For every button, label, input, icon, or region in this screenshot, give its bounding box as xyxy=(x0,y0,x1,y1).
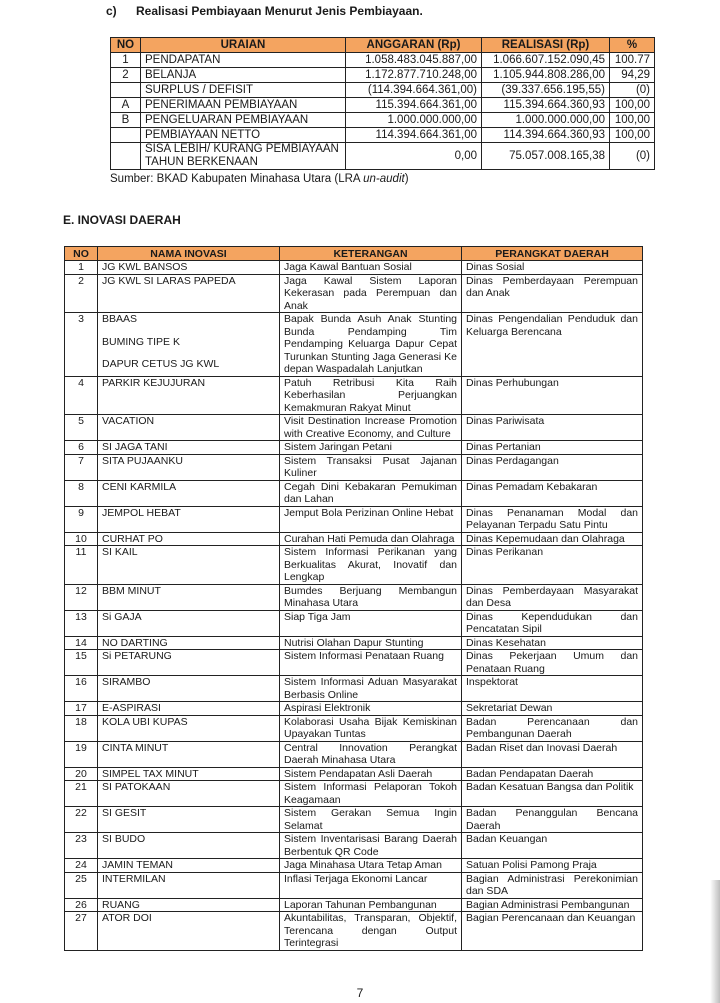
innovation-agency: Dinas Pertanian xyxy=(462,441,643,455)
innovation-description: Bumdes Berjuang Membangun Minahasa Utara xyxy=(280,584,462,610)
innovation-table-row xyxy=(65,715,643,741)
header-uraian: URAIAN xyxy=(141,38,346,53)
innovation-no: 12 xyxy=(65,584,98,610)
innovation-name: JG KWL BANSOS xyxy=(102,261,188,273)
innovation-no: 7 xyxy=(65,454,98,480)
innovation-table-row xyxy=(65,610,643,636)
innovation-agency: Bagian Administrasi Perekonimian dan SDA xyxy=(462,872,643,898)
source-suffix: ) xyxy=(404,173,409,185)
innovation-agency: Sekretariat Dewan xyxy=(462,702,643,716)
innovation-name-cell xyxy=(98,261,280,275)
innovation-no: 8 xyxy=(65,480,98,506)
financing-table-row xyxy=(111,83,655,98)
page-edge-shadow xyxy=(710,880,720,1003)
innovation-name: Si PETARUNG xyxy=(102,650,172,662)
innovation-description: Jaga Kawal Sistem Laporan Kekerasan pada Perempuan dan Anak xyxy=(280,274,462,313)
innovation-description: Sistem Informasi Penataan Ruang xyxy=(280,650,462,676)
innovation-name-cell xyxy=(98,546,280,585)
header-no: NO xyxy=(111,38,141,53)
innovation-name: VACATION xyxy=(102,415,155,427)
innovation-name: CURHAT PO xyxy=(102,532,163,545)
innovation-name-cell xyxy=(98,636,280,650)
innovation-name: PARKIR KEJUJURAN xyxy=(102,376,206,389)
innovation-agency: Badan Penanggulan Bencana Daerah xyxy=(462,807,643,833)
innovation-name: BBAAS xyxy=(102,313,138,325)
innovation-name: ATOR DOI xyxy=(102,912,152,924)
row-no: 2 xyxy=(111,68,141,83)
row-uraian: PENERIMAAN PEMBIAYAAN xyxy=(141,98,346,113)
innovation-name-cell xyxy=(98,584,280,610)
innovation-no: 1 xyxy=(65,261,98,275)
innovation-description: Patuh Retribusi Kita Raih Keberhasilan Perjuangkan Kemakmuran Rakyat Minut xyxy=(280,376,462,415)
innovation-name-cell xyxy=(98,376,280,415)
row-anggaran: 115.394.664.361,00 xyxy=(346,98,482,113)
innovation-name-cell xyxy=(98,807,280,833)
innovation-no: 21 xyxy=(65,781,98,807)
source-italic: un-audit xyxy=(363,173,405,185)
innovation-no: 26 xyxy=(65,898,98,912)
innovation-agency: Bagian Administrasi Pembangunan xyxy=(462,898,643,912)
innovation-agency: Dinas Sosial xyxy=(462,261,643,275)
section-c-letter: c) xyxy=(106,4,117,18)
innovation-table-row xyxy=(65,313,643,377)
innovation-no: 11 xyxy=(65,546,98,585)
innovation-table-row xyxy=(65,807,643,833)
innovation-no: 19 xyxy=(65,741,98,767)
innovation-agency: Badan Pendapatan Daerah xyxy=(462,767,643,781)
innovation-table-row xyxy=(65,584,643,610)
innovation-name: SI PATOKAAN xyxy=(102,781,171,793)
innovation-agency: Dinas Pemadam Kebakaran xyxy=(462,480,643,506)
innovation-table-row xyxy=(65,506,643,532)
innovation-name: RUANG xyxy=(102,898,140,911)
innovation-no: 2 xyxy=(65,274,98,313)
innovation-table-row xyxy=(65,676,643,702)
innovation-table-row xyxy=(65,767,643,781)
innovation-table-row xyxy=(65,441,643,455)
innovation-name-cell xyxy=(98,912,280,951)
innovation-name: CENI KARMILA xyxy=(102,480,177,493)
innovation-name: SI GESIT xyxy=(102,807,147,819)
header-no: NO xyxy=(65,247,98,261)
innovation-name: NO DARTING xyxy=(102,636,168,649)
innovation-name: SITA PUJAANKU xyxy=(102,454,183,467)
row-realisasi: 114.394.664.360,93 xyxy=(482,128,610,143)
innovation-name: BUMING TIPE K xyxy=(102,335,180,348)
innovation-description: Sistem Gerakan Semua Ingin Selamat xyxy=(280,807,462,833)
row-no: 1 xyxy=(111,53,141,68)
row-anggaran: (114.394.664.361,00) xyxy=(346,83,482,98)
innovation-agency: Dinas Perikanan xyxy=(462,546,643,585)
financing-table-row xyxy=(111,98,655,113)
innovation-agency: Dinas Perdagangan xyxy=(462,454,643,480)
innovation-description: Inflasi Terjaga Ekonomi Lancar xyxy=(280,872,462,898)
row-realisasi: 1.105.944.808.286,00 xyxy=(482,68,610,83)
innovation-name-cell xyxy=(98,415,280,441)
section-c-title: Realisasi Pembiayaan Menurut Jenis Pembiayaan. xyxy=(136,4,423,18)
innovation-description: Cegah Dini Kebakaran Pemukiman dan Lahan xyxy=(280,480,462,506)
innovation-name-cell xyxy=(98,872,280,898)
innovation-no: 24 xyxy=(65,859,98,873)
row-percent: 100,00 xyxy=(610,113,655,128)
innovation-description: Central Innovation Perangkat Daerah Minahasa Utara xyxy=(280,741,462,767)
innovation-agency: Bagian Perencanaan dan Keuangan xyxy=(462,912,643,951)
innovation-name: CINTA MINUT xyxy=(102,741,169,754)
innovation-name: BBM MINUT xyxy=(102,584,161,597)
row-realisasi: 75.057.008.165,38 xyxy=(482,143,610,170)
innovation-table-row xyxy=(65,872,643,898)
row-no xyxy=(111,83,141,98)
innovation-table-row xyxy=(65,532,643,546)
row-percent: 100,00 xyxy=(610,128,655,143)
innovation-table-header-row xyxy=(65,247,643,261)
innovation-name: SIRAMBO xyxy=(102,676,151,688)
innovation-name-cell xyxy=(98,859,280,873)
innovation-table-row xyxy=(65,261,643,275)
row-no: B xyxy=(111,113,141,128)
row-anggaran: 1.058.483.045.887,00 xyxy=(346,53,482,68)
innovation-name: INTERMILAN xyxy=(102,872,166,885)
innovation-name-cell xyxy=(98,833,280,859)
innovation-description: Sistem Informasi Aduan Masyarakat Berbasis Online xyxy=(280,676,462,702)
innovation-description: Jaga Kawal Bantuan Sosial xyxy=(280,261,462,275)
section-e-heading: E. INOVASI DAERAH xyxy=(63,213,181,227)
innovation-table-row xyxy=(65,859,643,873)
innovation-name: Si GAJA xyxy=(102,610,142,623)
innovation-no: 27 xyxy=(65,912,98,951)
innovation-name-cell xyxy=(98,898,280,912)
innovation-name-cell xyxy=(98,676,280,702)
innovation-no: 18 xyxy=(65,715,98,741)
innovation-no: 23 xyxy=(65,833,98,859)
innovation-no: 13 xyxy=(65,610,98,636)
innovation-no: 17 xyxy=(65,702,98,716)
row-uraian: BELANJA xyxy=(141,68,346,83)
innovation-description: Siap Tiga Jam xyxy=(280,610,462,636)
innovation-table-row xyxy=(65,781,643,807)
innovation-agency: Dinas Pariwisata xyxy=(462,415,643,441)
row-uraian: PEMBIAYAAN NETTO xyxy=(141,128,346,143)
innovation-no: 3 xyxy=(65,313,98,377)
innovation-name: SI BUDO xyxy=(102,833,146,845)
innovation-agency: Inspektorat xyxy=(462,676,643,702)
financing-table-row xyxy=(111,68,655,83)
innovation-name-cell xyxy=(98,480,280,506)
innovation-agency: Dinas Pekerjaan Umum dan Penataan Ruang xyxy=(462,650,643,676)
innovation-name-cell xyxy=(98,650,280,676)
innovation-name-cell xyxy=(98,441,280,455)
innovation-name: SIMPEL TAX MINUT xyxy=(102,767,199,780)
innovation-agency: Badan Keuangan xyxy=(462,833,643,859)
innovation-table-row xyxy=(65,702,643,716)
row-uraian: SISA LEBIH/ KURANG PEMBIAYAAN TAHUN BERKENAAN xyxy=(141,143,346,170)
row-percent: 100.77 xyxy=(610,53,655,68)
innovation-agency: Dinas Kesehatan xyxy=(462,636,643,650)
row-percent: (0) xyxy=(610,143,655,170)
innovation-description: Sistem Informasi Perikanan yang Berkualitas Akurat, Inovatif dan Lengkap xyxy=(280,546,462,585)
header-keterangan: KETERANGAN xyxy=(280,247,462,261)
header-realisasi: REALISASI (Rp) xyxy=(482,38,610,53)
innovation-description: Kolaborasi Usaha Bijak Kemiskinan Upayakan Tuntas xyxy=(280,715,462,741)
innovation-no: 5 xyxy=(65,415,98,441)
innovation-description: Jemput Bola Perizinan Online Hebat xyxy=(280,506,462,532)
innovation-description: Aspirasi Elektronik xyxy=(280,702,462,716)
row-realisasi: 115.394.664.360,93 xyxy=(482,98,610,113)
innovation-name: SI JAGA TANI xyxy=(102,441,168,453)
innovation-table-row xyxy=(65,912,643,951)
innovation-name-cell xyxy=(98,715,280,741)
innovation-no: 20 xyxy=(65,767,98,781)
innovation-no: 4 xyxy=(65,376,98,415)
innovation-description: Visit Destination Increase Promotion with Creative Economy, and Culture xyxy=(280,415,462,441)
row-realisasi: (39.337.656.195,55) xyxy=(482,83,610,98)
innovation-no: 6 xyxy=(65,441,98,455)
innovation-table-row xyxy=(65,741,643,767)
innovation-agency: Satuan Polisi Pamong Praja xyxy=(462,859,643,873)
innovation-table-row xyxy=(65,650,643,676)
innovation-agency: Dinas Pemberdayaan Perempuan dan Anak xyxy=(462,274,643,313)
row-no xyxy=(111,128,141,143)
innovation-name-cell xyxy=(98,781,280,807)
innovation-name: DAPUR CETUS JG KWL xyxy=(102,358,220,370)
innovation-name: JEMPOL HEBAT xyxy=(102,506,181,519)
innovation-table-row xyxy=(65,833,643,859)
innovation-name-cell xyxy=(98,767,280,781)
row-anggaran: 1.000.000.000,00 xyxy=(346,113,482,128)
financing-table-row xyxy=(111,53,655,68)
innovation-no: 25 xyxy=(65,872,98,898)
innovation-description: Akuntabilitas, Transparan, Objektif, Terencana dengan Output Terintegrasi xyxy=(280,912,462,951)
innovation-no: 16 xyxy=(65,676,98,702)
innovation-name-gap xyxy=(102,326,275,336)
innovation-description: Jaga Minahasa Utara Tetap Aman xyxy=(280,859,462,873)
innovation-no: 22 xyxy=(65,807,98,833)
section-c-heading xyxy=(106,4,423,18)
source-note xyxy=(110,173,409,185)
innovation-description: Nutrisi Olahan Dapur Stunting xyxy=(280,636,462,650)
header-perangkat-daerah: PERANGKAT DAERAH xyxy=(462,247,643,261)
innovation-table-row xyxy=(65,274,643,313)
row-anggaran: 1.172.877.710.248,00 xyxy=(346,68,482,83)
innovation-name-gap xyxy=(102,348,275,358)
innovation-name: KOLA UBI KUPAS xyxy=(102,715,188,728)
row-anggaran: 114.394.664.361,00 xyxy=(346,128,482,143)
innovation-agency: Badan Riset dan Inovasi Daerah xyxy=(462,741,643,767)
innovation-description: Sistem Transaksi Pusat Jajanan Kuliner xyxy=(280,454,462,480)
page-number: 7 xyxy=(356,986,364,1000)
header-anggaran: ANGGARAN (Rp) xyxy=(346,38,482,53)
innovation-name-cell xyxy=(98,274,280,313)
innovation-no: 9 xyxy=(65,506,98,532)
financing-realization-table xyxy=(110,37,655,170)
innovation-no: 14 xyxy=(65,636,98,650)
row-no xyxy=(111,143,141,170)
innovation-name-cell xyxy=(98,702,280,716)
innovation-agency: Dinas Kepemudaan dan Olahraga xyxy=(462,532,643,546)
row-percent: (0) xyxy=(610,83,655,98)
innovation-description: Sistem Pendapatan Asli Daerah xyxy=(280,767,462,781)
row-anggaran: 0,00 xyxy=(346,143,482,170)
innovation-agency: Dinas Penanaman Modal dan Pelayanan Terpadu Satu Pintu xyxy=(462,506,643,532)
row-percent: 100,00 xyxy=(610,98,655,113)
source-prefix: Sumber: BKAD Kabupaten Minahasa Utara (LRA xyxy=(110,173,364,185)
header-nama-inovasi: NAMA INOVASI xyxy=(98,247,280,261)
financing-table-header-row xyxy=(111,38,655,53)
innovation-table-row xyxy=(65,546,643,585)
row-realisasi: 1.066.607.152.090,45 xyxy=(482,53,610,68)
innovation-description: Laporan Tahunan Pembangunan xyxy=(280,898,462,912)
innovation-description: Curahan Hati Pemuda dan Olahraga xyxy=(280,532,462,546)
innovation-name-cell xyxy=(98,454,280,480)
innovation-agency: Dinas Pemberdayaan Masyarakat dan Desa xyxy=(462,584,643,610)
innovation-agency: Dinas Kependudukan dan Pencatatan Sipil xyxy=(462,610,643,636)
innovation-name-cell xyxy=(98,506,280,532)
innovation-no: 10 xyxy=(65,532,98,546)
innovation-name: JAMIN TEMAN xyxy=(102,859,173,871)
innovation-no: 15 xyxy=(65,650,98,676)
innovation-description: Sistem Informasi Pelaporan Tokoh Keagamaan xyxy=(280,781,462,807)
innovation-table-row xyxy=(65,454,643,480)
innovation-name-cell xyxy=(98,532,280,546)
innovation-agency: Dinas Perhubungan xyxy=(462,376,643,415)
innovation-table-row xyxy=(65,376,643,415)
innovation-name-cell xyxy=(98,741,280,767)
innovation-table-row xyxy=(65,636,643,650)
innovation-description: Bapak Bunda Asuh Anak Stunting Bunda Pendamping Tim Pendamping Keluarga Dapur Cepat Turunkan Stunting Jaga Generasi Ke depan Waspadalah Lanjutkan xyxy=(280,313,462,377)
innovation-name: SI KAIL xyxy=(102,546,138,558)
row-realisasi: 1.000.000.000,00 xyxy=(482,113,610,128)
innovation-agency: Badan Kesatuan Bangsa dan Politik xyxy=(462,781,643,807)
innovation-table-row xyxy=(65,898,643,912)
financing-table-row xyxy=(111,128,655,143)
innovation-table-row xyxy=(65,480,643,506)
innovation-name: E-ASPIRASI xyxy=(102,702,161,714)
innovation-agency: Dinas Pengendalian Penduduk dan Keluarga Berencana xyxy=(462,313,643,377)
innovation-table xyxy=(64,246,643,951)
innovation-description: Sistem Inventarisasi Barang Daerah Berbentuk QR Code xyxy=(280,833,462,859)
innovation-name: JG KWL SI LARAS PAPEDA xyxy=(102,274,236,287)
innovation-description: Sistem Jaringan Petani xyxy=(280,441,462,455)
innovation-table-row xyxy=(65,415,643,441)
innovation-name-cell xyxy=(98,313,280,377)
row-no: A xyxy=(111,98,141,113)
row-percent: 94,29 xyxy=(610,68,655,83)
innovation-name-cell xyxy=(98,610,280,636)
innovation-agency: Badan Perencanaan dan Pembangunan Daerah xyxy=(462,715,643,741)
header-percent: % xyxy=(610,38,655,53)
row-uraian: PENGELUARAN PEMBIAYAAN xyxy=(141,113,346,128)
financing-table-row xyxy=(111,113,655,128)
row-uraian: SURPLUS / DEFISIT xyxy=(141,83,346,98)
row-uraian: PENDAPATAN xyxy=(141,53,346,68)
financing-table-row xyxy=(111,143,655,170)
